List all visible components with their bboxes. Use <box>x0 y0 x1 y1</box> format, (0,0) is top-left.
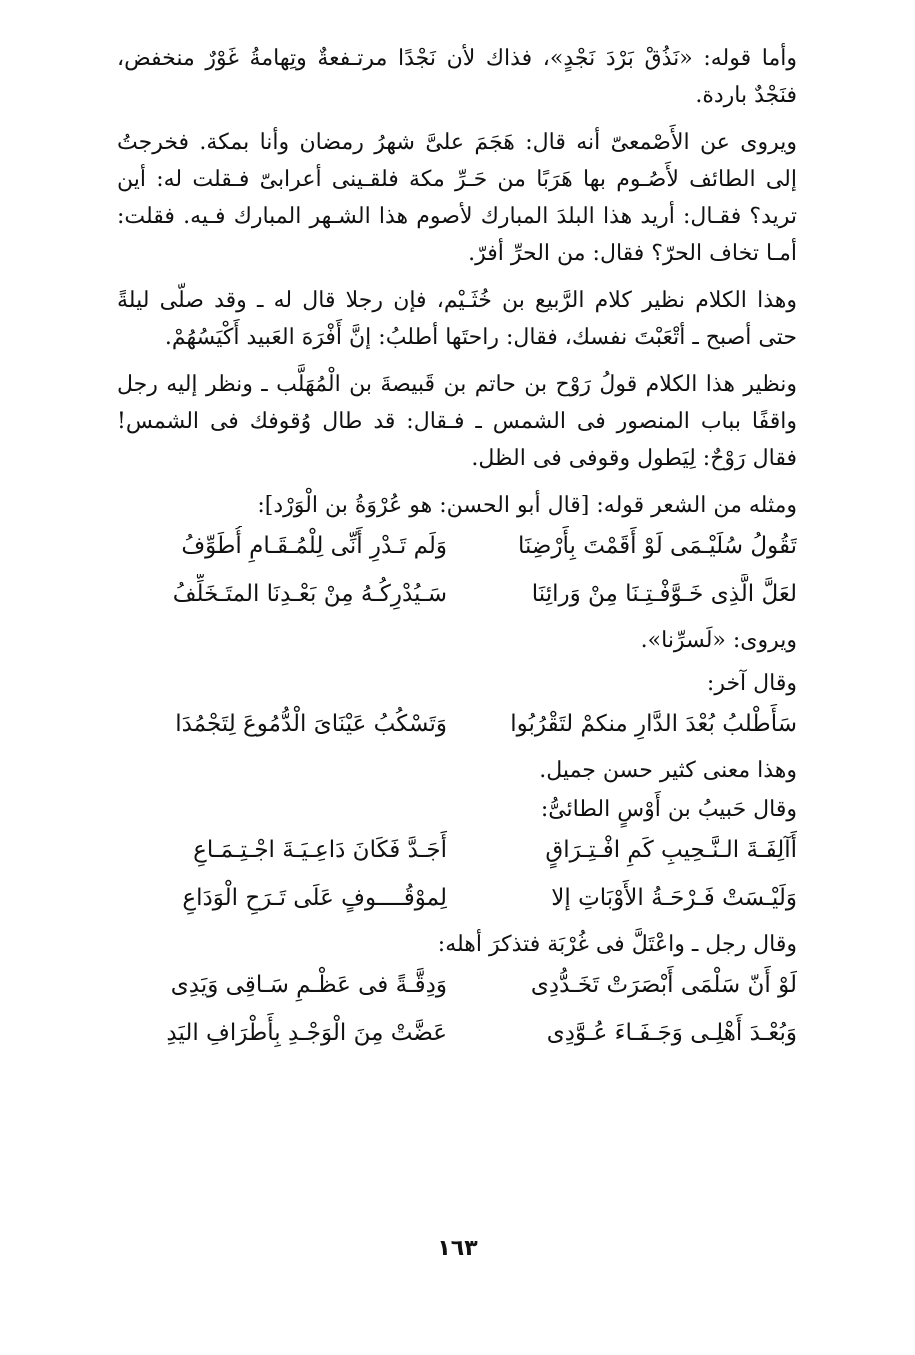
verse-line <box>117 830 797 870</box>
verse-first-hemistich: تَقُولُ سُلَيْـمَى لَوْ أَقَمْتَ بِأَرْضِنَا <box>517 533 797 559</box>
verse-second-hemistich: وَلَم تَـدْرِ أَنِّى لِلْمُـقَـامِ أُطَوِّفُ <box>181 533 447 559</box>
verse-line <box>117 878 797 918</box>
verse-second-hemistich: أَجَـدَّ فَكَانَ دَاعِـيَـةَ اجْـتِـمَـاعِ <box>193 837 447 863</box>
verse-line <box>117 965 797 1005</box>
paragraph-3: وهذا الكلام نظير كلام الرَّبيع بن خُثَـيْم، فإن رجلا قال له ـ وقد صلّى ليلةً حتى أصبح ـ أتْعَبْتَ نفسك، فقال: راحتَها أطلبُ: إنَّ أَفْرَهَ العَبيد أَكْيَسُهُمْ. <box>117 288 797 350</box>
page-number: ١٦٣ <box>437 1236 478 1261</box>
comment-line: وهذا معنى كثير حسن جميل. <box>539 758 797 783</box>
poem-intro-2: وقال آخر: <box>706 671 797 696</box>
verse-first-hemistich: وَبُعْـدَ أَهْلِـى وَجَـفَـاءَ عُـوَّدِى <box>546 1020 797 1046</box>
verse-line <box>117 704 797 744</box>
verse-first-hemistich: سَأَطْلبُ بُعْدَ الدَّارِ منكمْ لتَقْرُبُوا <box>510 711 797 737</box>
poem-intro-1: ومثله من الشعر قوله: [قال أبو الحسن: هو عُرْوَةُ بن الْوَرْد]: <box>257 493 797 518</box>
paragraph-2: ويروى عن الأَصْمعىّ أنه قال: هَجَمَ علىَّ شهرُ رمضان وأنا بمكة. فخرجتُ إلى الطائف لأَصُـوم بها هَرَبًا من حَـرِّ مكة فلقـينى أعرابىّ فـقلت له: أين تريد؟ فقـال: أريد هذا البلدَ المبارك لأصوم هذا الشـهر المبارك فـيه. فقلت: أمـا تخاف الحرّ؟ فقال: من الحرِّ أفرّ. <box>117 130 797 266</box>
verse-first-hemistich: لَوْ أَنّ سَلْمَى أَبْصَرَتْ تَخَـدُّدِى <box>530 972 797 998</box>
verse-line <box>117 1013 797 1053</box>
verse-first-hemistich: لعَلَّ الَّذِى خَـوَّفْـتِـنَا مِنْ وَرائِنَا <box>531 581 797 607</box>
verse-first-hemistich: أَآلِفَـةَ الـنَّـحِيبِ كَمِ افْـتِـرَاقٍ <box>545 837 797 863</box>
verse-second-hemistich: وَدِقَّـةً فى عَظْـمِ سَـاقِى وَيَدِى <box>170 972 447 998</box>
verse-first-hemistich: وَلَيْـسَتْ فَـرْحَـةُ الأَوْبَاتِ إلا <box>551 885 797 911</box>
verse-second-hemistich: وَتَسْكُبُ عَيْنَاىَ الْدُّمُوعَ لِتَجْمُدَا <box>175 711 447 737</box>
poem-intro-4: وقال رجل ـ واعْتَلَّ فى غُرْبَة فتذكرَ أهله: <box>437 932 797 957</box>
verse-line <box>117 574 797 614</box>
page-text <box>117 40 797 1061</box>
paragraph-4: ونظير هذا الكلام قولُ رَوْح بن حاتم بن قَبيصةَ بن الْمُهَلَّب ـ ونظر إليه رجل واقفًا بباب المنصور فى الشمس ـ فـقال: قد طال وُقوفك فى الشمس! فقال رَوْحٌ: لِيَطول وقوفى فى الظل. <box>117 372 797 471</box>
poem-intro-3: وقال حَبيبُ بن أَوْسٍ الطائىُّ: <box>540 797 797 822</box>
variant-note: ويروى: «لَسرِّنا». <box>640 628 797 653</box>
verse-second-hemistich: عَضَّتْ مِنَ الْوَجْـدِ بِأَطْرَافِ اليَدِ <box>166 1020 447 1046</box>
verse-line <box>117 526 797 566</box>
verse-second-hemistich: سَـيُدْرِكُـهُ مِنْ بَعْـدِنَا المتَـخَلِّفُ <box>172 581 447 607</box>
paragraph-1: وأما قوله: «نَذُقْ بَرْدَ نَجْدٍ»، فذاك لأن نَجْدًا مرتـفعةٌ وتِهامةُ غَوْرٌ منخفض، فنَجْدٌ باردة. <box>117 46 797 108</box>
verse-second-hemistich: لِموْقُــــوفٍ عَلَى تَـرَحِ الْوَدَاعِ <box>182 885 447 911</box>
